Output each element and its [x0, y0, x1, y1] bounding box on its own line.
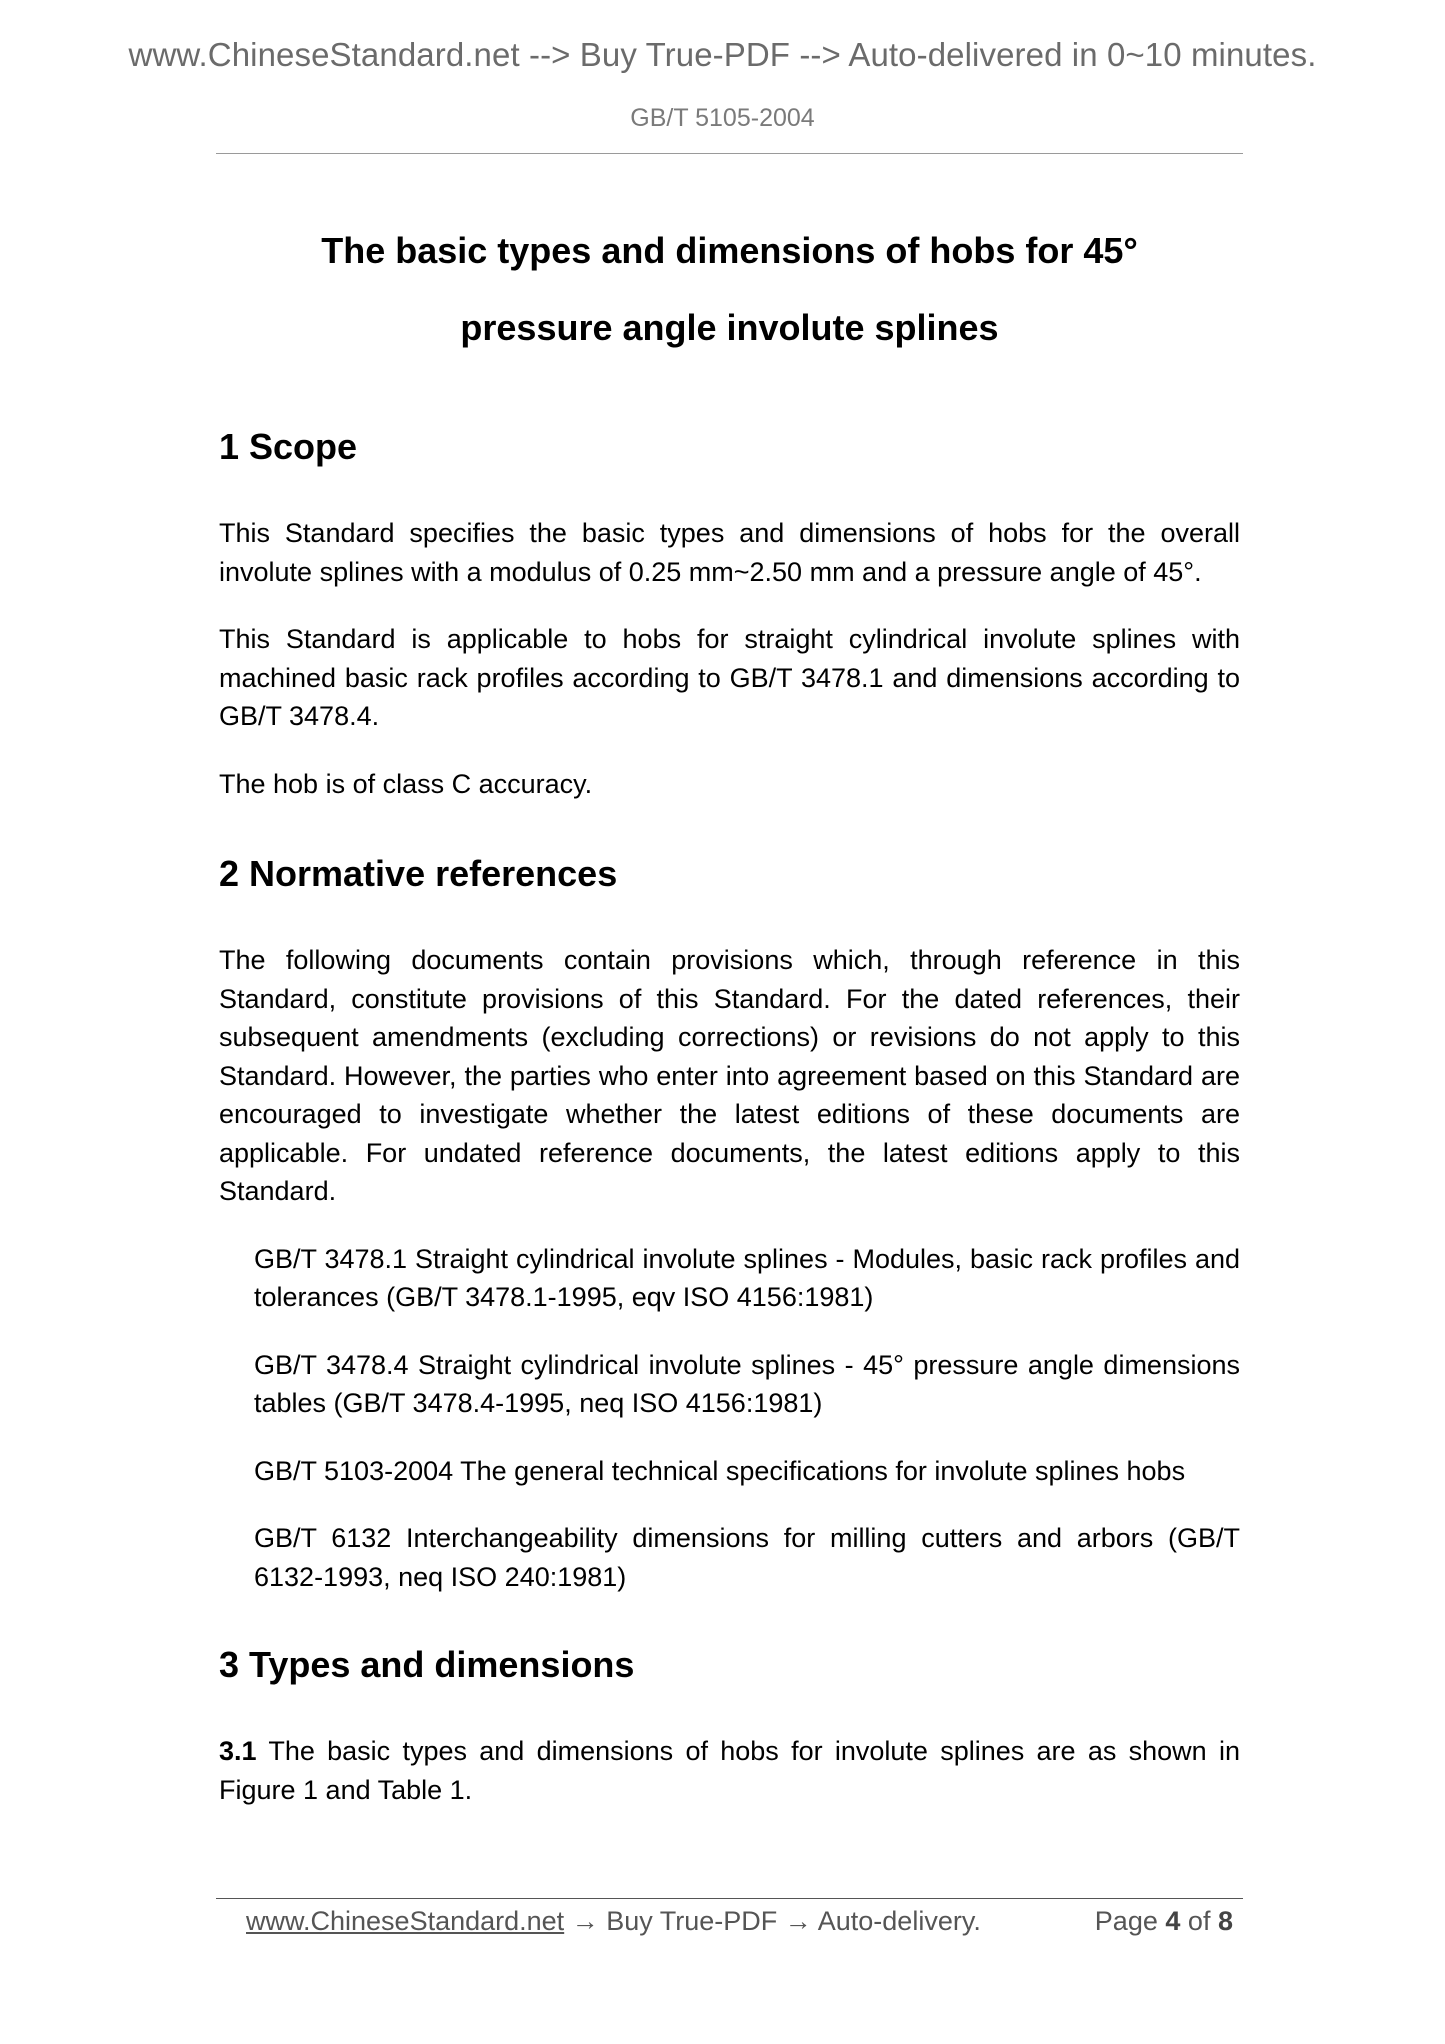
arrow-right-icon: → — [571, 1906, 599, 1936]
total-pages: 8 — [1217, 1906, 1233, 1936]
of-label: of — [1187, 1906, 1211, 1936]
page-number: 4 — [1165, 1906, 1181, 1936]
document-body — [219, 420, 1240, 1809]
section-1-heading: 1 Scope — [219, 426, 358, 467]
scope-paragraph-1: This Standard specifies the basic types and dimensions of hobs for the overall involute splines with a modulus of 0.25 mm~2.50 mm and a pressure angle of 45°. — [219, 518, 1240, 587]
title-line-2: pressure angle involute splines — [460, 307, 999, 348]
title-line-1: The basic types and dimensions of hobs for 45° — [321, 230, 1138, 271]
page-label: Page — [1094, 1906, 1158, 1936]
footer-divider — [216, 1898, 1243, 1899]
arrow-right-icon: → — [784, 1906, 812, 1936]
top-banner: www.ChineseStandard.net --> Buy True-PDF --> Auto-delivered in 0~10 minutes. — [128, 36, 1317, 73]
footer-auto-text: Auto-delivery. — [811, 1906, 981, 1936]
page-indicator — [1095, 1906, 1233, 1937]
section-3-heading: 3 Types and dimensions — [219, 1644, 635, 1685]
reference-item: GB/T 6132 Interchangeability dimensions for milling cutters and arbors (GB/T 6132-1993, neq ISO 240:1981) — [254, 1523, 1240, 1592]
reference-item: GB/T 3478.1 Straight cylindrical involute splines - Modules, basic rack profiles and tolerances (GB/T 3478.1-1995, eqv ISO 4156:1981) — [254, 1243, 1240, 1312]
header-divider — [216, 153, 1243, 154]
scope-paragraph-3: The hob is of class C accuracy. — [219, 768, 593, 799]
clause-3-1-number: 3.1 — [219, 1736, 257, 1766]
clause-3-1-text: The basic types and dimensions of hobs for involute splines are as shown in Figure 1 and Table 1. — [219, 1736, 1240, 1805]
page-footer — [246, 1906, 1243, 1937]
footer-buy-text: Buy True-PDF — [598, 1906, 785, 1936]
reference-list — [219, 1240, 1240, 1597]
reference-item: GB/T 5103-2004 The general technical specifications for involute splines hobs — [254, 1455, 1186, 1486]
scope-paragraph-2: This Standard is applicable to hobs for straight cylindrical involute splines with machined basic rack profiles according to GB/T 3478.1 and dimensions according to GB/T 3478.4. — [219, 624, 1240, 731]
document-title — [216, 212, 1243, 366]
section-2-heading: 2 Normative references — [219, 853, 618, 894]
references-intro-paragraph: The following documents contain provisions which, through reference in this Standard, constitute provisions of this Standard. For the dated references, their subsequent amendments (excluding corrections) or revisions do not apply to this Standard. However, the parties who enter into agreement based on this Standard are encouraged to investigate whether the latest editions of these documents are applicable. For undated reference documents, the latest editions apply to this Standard. — [219, 945, 1240, 1206]
document-code: GB/T 5105-2004 — [630, 104, 815, 132]
footer-site-link[interactable]: www.ChineseStandard.net — [246, 1906, 565, 1936]
reference-item: GB/T 3478.4 Straight cylindrical involute splines - 45° pressure angle dimensions tables (GB/T 3478.4-1995, neq ISO 4156:1981) — [254, 1349, 1240, 1418]
clause-3-1 — [219, 1732, 1240, 1809]
